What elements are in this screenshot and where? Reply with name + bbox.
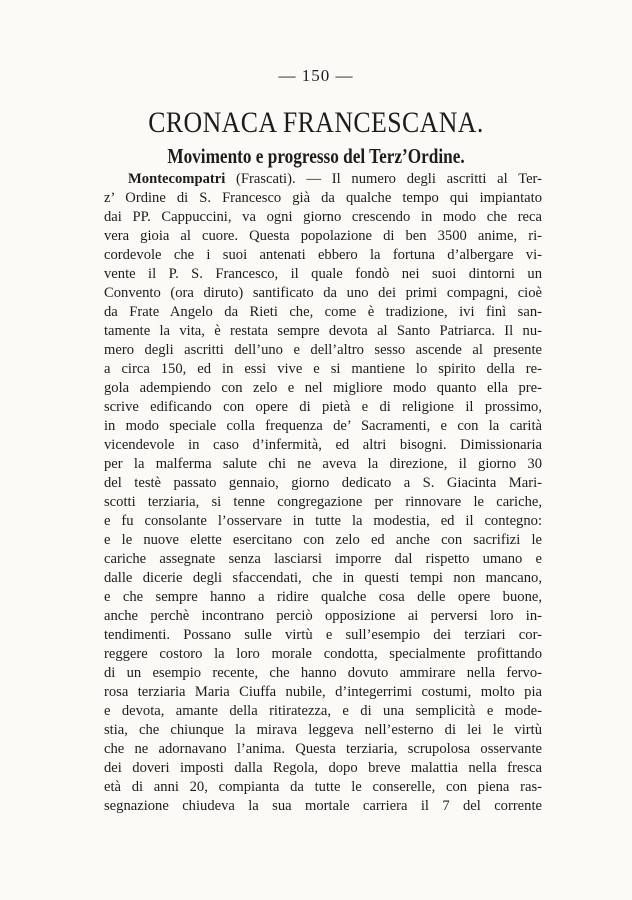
text-line-4: vera gioia al cuore. Questa popolazione di ben 3500 anime, ri- (104, 228, 542, 244)
text-line-19: e fu consolante l’osservare in tutte la modestia, ed il contegno: (104, 513, 542, 529)
page-number: — 150 — (278, 66, 354, 85)
text-line-33: età di anni 20, compianta da tutte le conserelle, con piena ras- (104, 779, 542, 795)
text-line-34: segnazione chiudeva la sua mortale carriera il 7 del corrente (104, 798, 542, 814)
text-line-7: Convento (ora diruto) santificato da uno dei primi compagni, cioè (104, 285, 542, 301)
text-line-23: e che sempre hanno a ridire qualche cosa delle opere buone, (104, 589, 542, 605)
text-line-1 (104, 170, 542, 189)
text-line-28: rosa terziaria Maria Ciuffa nubile, d’integerrimi costumi, molto pia (104, 684, 542, 700)
text-line-25: tendimenti. Possano sulle virtù e sull’esempio dei terziari cor- (104, 627, 542, 643)
text-line-17: del testè passato gennaio, giorno dedicato a S. Giacinta Mari- (104, 475, 542, 491)
text-line-9: tamente la vita, è restata sempre devota al Santo Patriarca. Il nu- (104, 323, 542, 339)
text-line-32: dei doveri imposti dalla Regola, dopo breve malattia nella fresca (104, 760, 542, 776)
text-line-8: da Frate Angelo da Rieti che, come è tradizione, ivi finì san- (104, 304, 542, 320)
text-line-16: per la malferma salute chi ne aveva la direzione, il giorno 30 (104, 456, 542, 472)
text-line-3: dai PP. Cappuccini, va ogni giorno crescendo in modo che reca (104, 209, 542, 225)
text-line-27: di un esempio recente, che hanno dovuto ammirare nella fervo- (104, 665, 542, 681)
text-line-22: dalle dicerie degli sfaccendati, che in questi tempi non mancano, (104, 570, 542, 586)
text-line-21: cariche assegnate senza lasciarsi imporre dal rispetto umano e (104, 551, 542, 567)
text-line-29: e devota, amante della ritiratezza, e di una semplicità e mode- (104, 703, 542, 719)
text-line-2: z’ Ordine di S. Francesco già da qualche tempo qui impiantato (104, 190, 542, 206)
text-line-5: cordevole che i suoi antenati ebbero la fortuna d’albergare vi- (104, 247, 542, 263)
text-line-14: in modo speciale colla frequenza de’ Sacramenti, e con la carità (104, 418, 542, 434)
article-body (104, 170, 542, 816)
place-name: Montecompatri (128, 171, 226, 187)
text-line-10: mero degli ascritti dell’uno e dell’altro sesso ascende al presente (104, 342, 542, 358)
text-line-15: vicendevole in caso d’infermità, ed altri bisogni. Dimissionaria (104, 437, 542, 453)
text-line-18: scotti terziaria, si tenne congregazione per rinnovare le cariche, (104, 494, 542, 510)
text-line-24: anche perchè incontrano perciò opposizione ai perversi loro in- (104, 608, 542, 624)
text-line-11: a circa 150, ed in essi vive e si mantiene lo spirito della re- (104, 361, 542, 377)
page-title: CRONACA FRANCESCANA. (148, 106, 484, 139)
text-line-31: che ne adornavano l’anima. Questa terziaria, scrupolosa osservante (104, 741, 542, 757)
text-line-26: reggere costoro la loro morale condotta, specialmente profittando (104, 646, 542, 662)
text-line-30: stia, che chiunque la mirava leggeva nell’esterno di lei le virtù (104, 722, 542, 738)
text-line-20: e le nuove elette esercitano con zelo ed anche con sacrifizi le (104, 532, 542, 548)
text-line-1-rest: (Frascati). — Il numero degli ascritti al Ter- (225, 171, 542, 187)
section-subtitle: Movimento e progresso del Terz’Ordine. (167, 144, 465, 168)
text-line-12: gola adempiendo con zelo e nel migliore modo quanto ella pre- (104, 380, 542, 396)
text-line-6: vente il P. S. Francesco, il quale fondò nei suoi dintorni un (104, 266, 542, 282)
text-line-13: scrive edificando con opere di pietà e di religione il prossimo, (104, 399, 542, 415)
